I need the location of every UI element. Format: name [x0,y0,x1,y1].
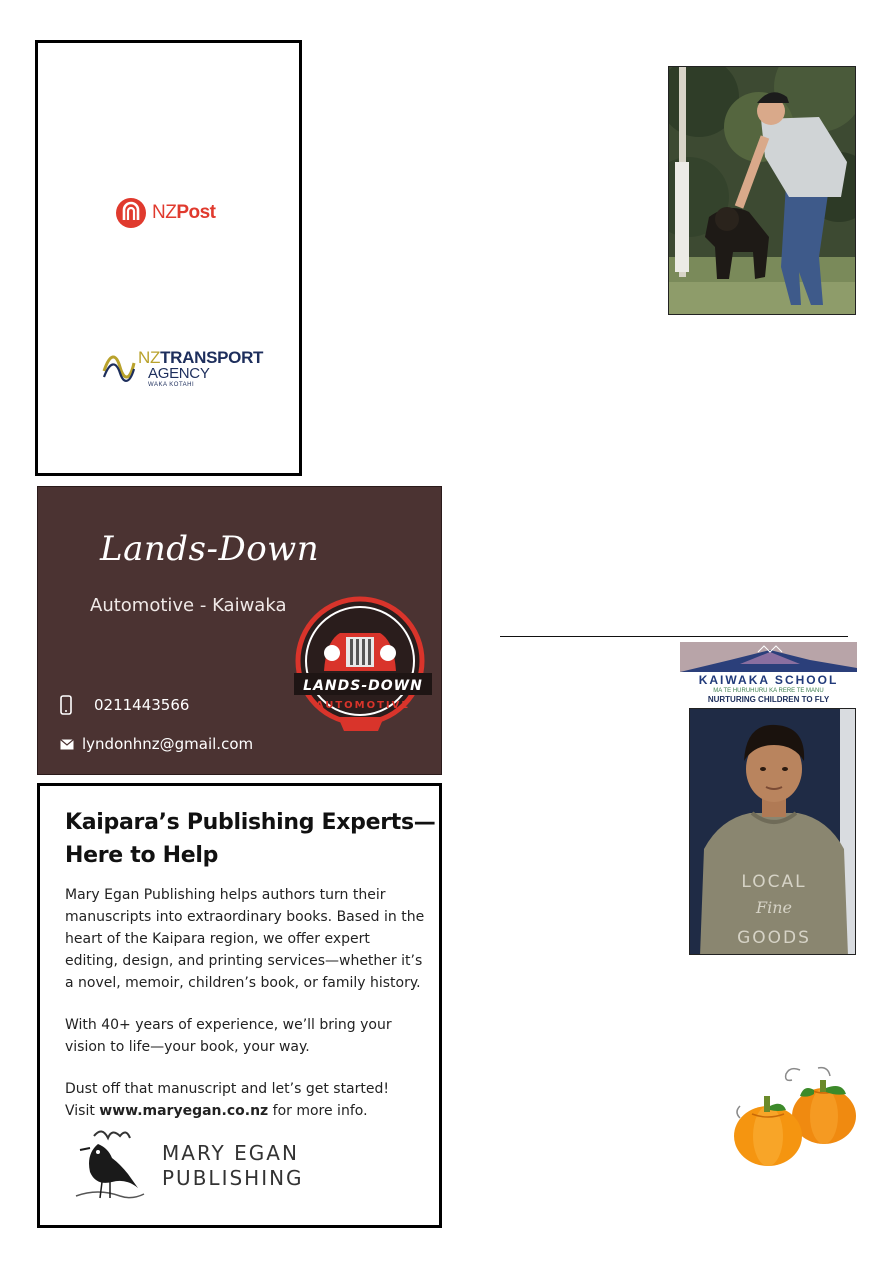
nzta-line2: AGENCY [148,365,210,382]
lands-down-phone: 0211443566 [94,696,190,714]
lands-down-badge-logo [294,593,434,747]
school-banner-artwork [680,642,857,672]
lands-down-automotive-advert [37,486,442,775]
mary-egan-url-tail: for more info. [272,1103,368,1119]
pumpkins-clipart [730,1066,858,1170]
mary-egan-logo-line1: MARY EGAN [162,1141,299,1165]
lands-down-email-row [60,735,253,753]
mary-egan-logo [68,1124,304,1208]
tui-bird-icon [68,1124,148,1208]
mary-egan-headline-1: Kaipara’s Publishing Experts— [65,810,436,835]
nzta-line1: NZTRANSPORT [138,348,264,367]
mary-egan-headline-2: Here to Help [65,843,219,868]
mail-icon [60,739,74,750]
mary-egan-visit: Visit [65,1103,95,1119]
lands-down-phone-row [60,695,189,715]
mary-egan-paragraph-3 [65,1078,425,1122]
lands-down-script-title: Lands-Down [100,529,320,569]
phone-icon [60,695,72,715]
man-with-dog-photo [668,66,856,315]
mary-egan-paragraph-1: Mary Egan Publishing helps authors turn their manuscripts into extraordinary books. Based in the heart of the Kaipara region, we offer expert editing, design, and printing services—whether it’s a novel, memoir, children’s book, or family history. [65,887,425,991]
mary-egan-cta: Dust off that manuscript and let’s get started! [65,1081,389,1097]
badge-line1: LANDS-DOWN [303,678,423,694]
nzta-wave-icon [102,349,136,385]
lands-down-email: lyndonhnz@gmail.com [82,735,254,753]
student-portrait-photo [689,708,856,955]
nzpost-nzta-advert [35,40,302,476]
nzpost-wordmark: NZPost [152,202,216,223]
kaiwaka-school-banner [680,642,857,704]
nzpost-swirl-icon [116,198,146,228]
shirt-text-line2: Fine [756,898,792,917]
badge-line2: AUTOMOTIVE [315,700,411,711]
shirt-text-line3: GOODS [737,928,811,948]
shirt-text-line1: LOCAL [741,872,807,892]
school-name: KAIWAKA SCHOOL [680,672,857,688]
school-motto-maori: MA TE HURUHURU KA RERE TE MANU [680,688,857,695]
mary-egan-paragraph-2: With 40+ years of experience, we’ll bring your vision to life—your book, your way. [65,1017,392,1055]
section-divider [500,636,848,637]
nzta-line3: WAKA KOTAHI [148,382,195,388]
mary-egan-publishing-advert [37,783,442,1228]
student-illustration [690,709,856,955]
lands-down-subtitle: Automotive - Kaiwaka [90,595,287,616]
school-motto-english: NURTURING CHILDREN TO FLY [680,695,857,704]
mary-egan-url[interactable]: www.maryegan.co.nz [99,1103,269,1119]
man-with-dog-illustration [669,67,856,315]
mary-egan-logo-line2: PUBLISHING [162,1166,304,1190]
nzpost-logo [116,198,216,228]
nzta-logo [102,349,263,388]
